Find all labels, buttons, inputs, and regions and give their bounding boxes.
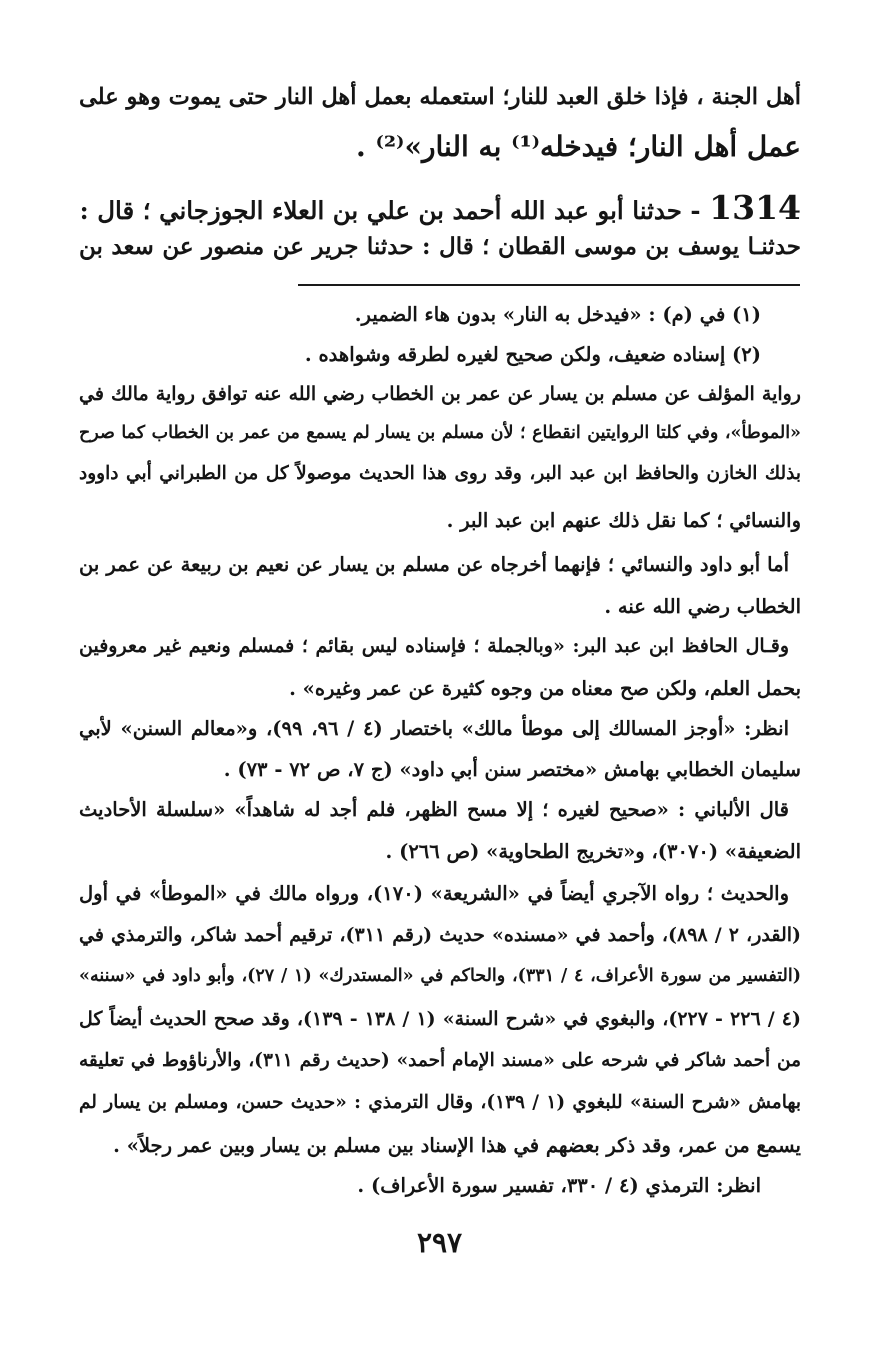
footnote-line: وقـال الحافظ ابن عبد البر: «وبالجملة ؛ فإسناده ليس بقائم ؛ فمسلم ونعيم غير معروفين (79, 635, 789, 657)
footnote-line: بذلك الخازن والحافظ ابن عبد البر، وقد روى هذا الحديث موصولاً كل من الطبراني أبي داوود (79, 463, 801, 484)
footnote-1: (١) في (م) : «فيدخل به النار» بدون هاء الضمير. (354, 303, 761, 326)
page-number: ٢٩٧ (416, 1226, 463, 1259)
footnote-line: يسمع من عمر، وقد ذكر بعضهم في هذا الإسناد بين مسلم بن يسار وبين عمر رجلاً» . (113, 1134, 801, 1157)
footnote-line: رواية المؤلف عن مسلم بن يسار عن عمر بن الخطاب رضي الله عنه توافق رواية مالك في (79, 383, 801, 405)
footnote-line: والحديث ؛ رواه الآجري أيضاً في «الشريعة» (١٧٠)، ورواه مالك في «الموطأ» في أول (79, 882, 789, 905)
footnote-line: انظر: الترمذي (٤ / ٣٣٠، تفسير سورة الأعراف) . (357, 1174, 761, 1197)
footnote-divider (298, 284, 800, 286)
hadith-chain-line-2: حدثنـا يوسف بن موسى القطان ؛ قال : حدثنا جرير عن منصور عن سعد بن (79, 233, 801, 260)
footnote-line: (٤ / ٢٢٦ - ٢٢٧)، والبغوي في «شرح السنة» (١ / ١٣٨ - ١٣٩)، وقد صحح الحديث أيضاً كل (79, 1008, 802, 1030)
footnote-line: «الموطأ»، وفي كلتا الروايتين انقطاع ؛ لأن مسلم بن يسار لم يسمع من عمر بن الخطاب كما صرح (79, 423, 801, 443)
main-text-line-2: عمل أهل النار؛ فيدخله⁽¹⁾ به النار»⁽²⁾ . (356, 130, 801, 163)
footnote-line: بهامش «شرح السنة» للبغوي (١ / ١٣٩)، وقال الترمذي : «حديث حسن، ومسلم بن يسار لم (79, 1092, 802, 1113)
main-text-line-1: أهل الجنة ، فإذا خلق العبد للنار؛ استعمله بعمل أهل النار حتى يموت وهو على (79, 84, 801, 110)
footnote-line: (التفسير من سورة الأعراف، ٤ / ٣٣١)، والحاكم في «المستدرك» (١ / ٢٧)، وأبو داود في «سننه» (79, 966, 802, 986)
hadith-number: 1314 (709, 188, 801, 227)
footnote-line: انظر: «أوجز المسالك إلى موطأ مالك» باختصار (٤ / ٩٦، ٩٩)، و«معالم السنن» لأبي (79, 717, 789, 740)
footnote-line: من أحمد شاكر في شرحه على «مسند الإمام أحمد» (حديث رقم ٣١١)، والأرناؤوط في تعليقه (79, 1050, 801, 1071)
footnote-line: أما أبو داود والنسائي ؛ فإنهما أخرجاه عن مسلم بن يسار عن نعيم بن ربيعة عن عمر بن (79, 553, 789, 576)
footnote-line: الضعيفة» (٣٠٧٠)، و«تخريج الطحاوية» (ص ٢٦٦) . (385, 840, 801, 863)
footnote-line: قال الألباني : «صحيح لغيره ؛ إلا مسح الظهر، فلم أجد له شاهداً» «سلسلة الأحاديث (79, 798, 789, 821)
hadith-chain-line-1: - حدثنا أبو عبد الله أحمد بن علي بن العلاء الجوزجاني ؛ قال : (79, 196, 701, 225)
footnote-line: سليمان الخطابي بهامش «مختصر سنن أبي داود» (ج ٧، ص ٧٢ - ٧٣) . (223, 758, 801, 781)
footnote-2: (٢) إسناده ضعيف، ولكن صحيح لغيره لطرقه وشواهده . (304, 343, 761, 366)
footnote-line: (القدر، ٢ / ٨٩٨)، وأحمد في «مسنده» حديث (رقم ٣١١)، ترقيم أحمد شاكر، والترمذي في (79, 924, 802, 946)
footnote-line: والنسائي ؛ كما نقل ذلك عنهم ابن عبد البر . (446, 509, 801, 532)
footnote-line: بحمل العلم، ولكن صح معناه من وجوه كثيرة عن عمر وغيره» . (289, 677, 801, 700)
hadith-heading (79, 188, 801, 227)
footnote-line: الخطاب رضي الله عنه . (604, 595, 801, 618)
